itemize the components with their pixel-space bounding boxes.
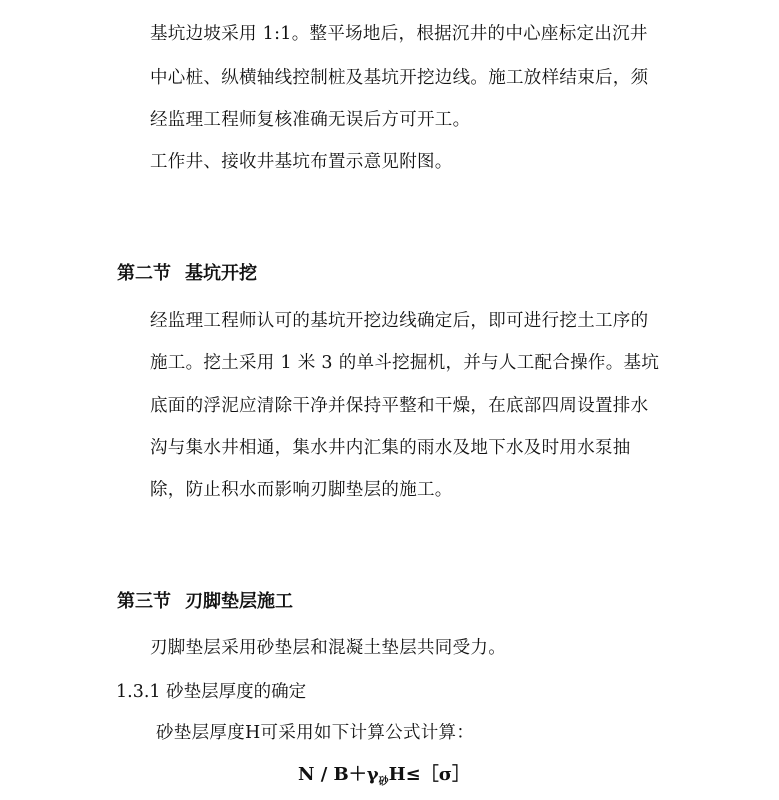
formula-tail: H≤［σ］ — [388, 764, 471, 785]
section-heading — [117, 587, 293, 613]
section-intro-text: 刃脚垫层采用砂垫层和混凝土垫层共同受力。 — [150, 638, 506, 658]
section-title: 基坑开挖 — [185, 263, 257, 284]
text-line: 除，防止积水而影响刃脚垫层的施工。 — [150, 480, 453, 500]
section-title: 刃脚垫层施工 — [185, 591, 293, 612]
text-line: 中心桩、纵横轴线控制桩及基坑开挖边线。施工放样结束后，须 — [150, 68, 649, 88]
text-line: 沟与集水井相通，集水井内汇集的雨水及地下水及时用水泵抽 — [150, 438, 631, 458]
text-line: 经监理工程师复核准确无误后方可开工。 — [150, 110, 471, 130]
section-number: 第三节 — [117, 591, 171, 612]
formula-subscript: 砂 — [378, 776, 389, 788]
sub-heading: 1.3.1 砂垫层厚度的确定 — [116, 682, 307, 702]
formula-intro-text: 砂垫层厚度H可采用如下计算公式计算： — [156, 723, 475, 743]
text-line: 底面的浮泥应清除干净并保持平整和干燥，在底部四周设置排水 — [150, 396, 649, 416]
section-number: 第二节 — [117, 263, 171, 284]
text-line: 施工。挖土采用 1 米 3 的单斗挖掘机，并与人工配合操作。基坑 — [150, 353, 660, 373]
section-heading — [117, 259, 257, 285]
text-line: 基坑边坡采用 1:1。整平场地后，根据沉井的中心座标定出沉井 — [150, 24, 648, 44]
formula-main: N / B＋γ — [298, 764, 379, 785]
formula — [298, 760, 470, 788]
text-line: 工作井、接收井基坑布置示意见附图。 — [150, 152, 453, 172]
text-line: 经监理工程师认可的基坑开挖边线确定后，即可进行挖土工序的 — [150, 311, 649, 331]
